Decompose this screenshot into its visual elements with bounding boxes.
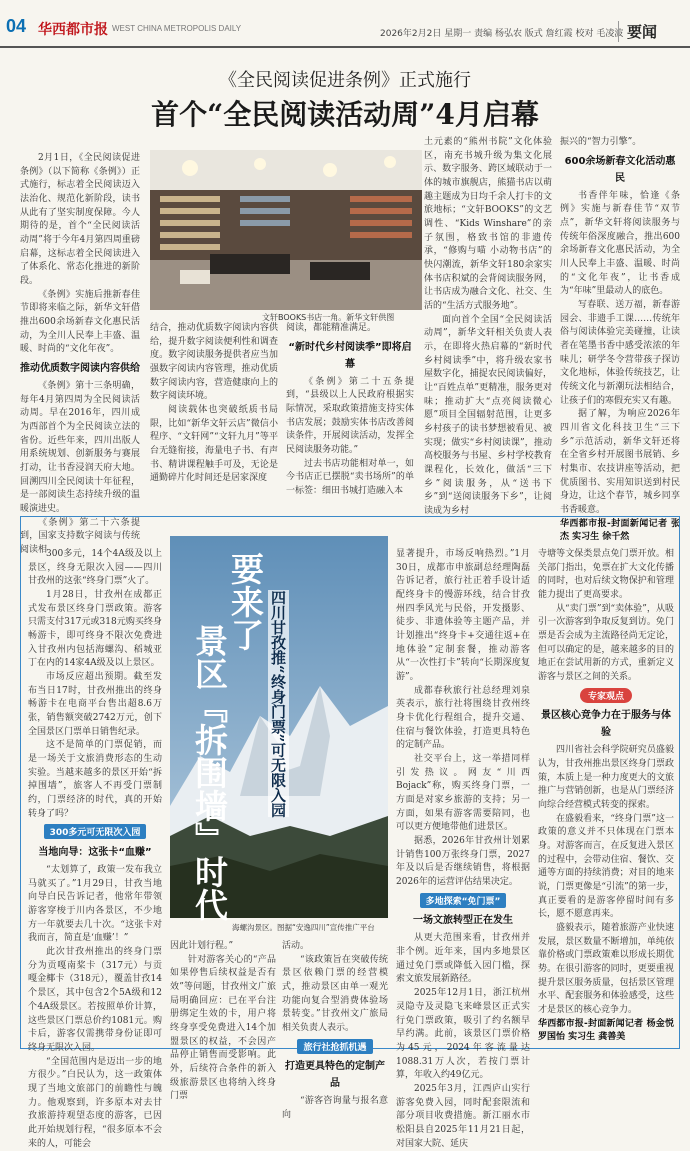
paragraph: 《条例》第二十六条提到，国家支持数字阅读与传统阅读相 <box>20 517 140 556</box>
paragraph: 据了解，为响应2026年四川省文化科技卫生“三下乡”示范活动，新华文轩还将在全省乡村开展图书展销、乡村集市、农技讲座等活动，把优质图书、实用知识送到村民身边，让这个春节，城乡同享书香暖意。 <box>560 409 680 516</box>
paragraph: 面向首个全国“全民阅读活动周”，新华文轩相关负责人表示，在即将火热启幕的“新时代乡村阅读季”中，将升级农家书屋数字化，捕捉农民阅读偏好，让“百姓点单”更精准，服务更对味；推动扩大“点亮阅读微心愿”项目全国辐射范围，让更多乡村孩子的读书梦想被看见、被实现；做实“乡村阅读课”，推动高校服务与书屋、乡村学校教育课程化，长效化，做活“三下乡”阅读服务，从“送书下乡”到“送阅读服务下乡”，让阅读成为乡村 <box>424 314 552 517</box>
paragraph: 书香伴年味，恰逢《条例》实施与新春佳节“双节点”，新华文轩将阅读服务与传统年俗深度融合，推出600余场新春文化惠民活动，为全川人民奉上丰盛、温暖、时尚的“文化年夜”，让书香成为“年味”里最动人的底色。 <box>560 190 680 297</box>
paragraph: 针对游客关心的“产品如果停售后续权益是否有效”等问题，甘孜州文广旅局明确回应：已在平台注册绑定生效的卡，用户将终身享受免费进入14个加盟景区的权益，不会因产品停止销售而受影响。此外，后续符合条件的新入级旅游景区也将纳入终身门票 <box>170 954 276 1102</box>
expert-view-tag: 专家观点 <box>580 688 632 703</box>
paragraph: 市场反应超出预期。截至发布当日17时，甘孜州推出的终身畅游卡在电商平台售出超8.6万张，销售额突破2742万元，创下全国景区门票单日销售纪录。 <box>28 672 162 737</box>
page-header <box>0 0 690 48</box>
section-tag: 300多元可无限次入园 <box>44 824 147 839</box>
byline: 华西都市报-封面新闻记者 张杰 实习生 徐千然 <box>560 518 680 543</box>
article1-column-2 <box>150 322 278 514</box>
paragraph: 因此计划行程。” <box>170 941 234 951</box>
article2-column-3-lower <box>282 940 388 1121</box>
paragraph: 盛毅表示，随着旅游产业快速发展，景区数量不断增加，单纯依靠价格或门票政策难以形成长期优势。在很引游客的同时，更要重视提升景区服务质量，包括景区管理水平、配套服务和体验感受，这些才是景区的核心竞争力。 <box>538 923 674 1016</box>
page-number: 04 <box>6 16 27 36</box>
paragraph: 在盛毅看来，“终身门票”这一政策的意义并不只体现在门票本身。对游客而言，在反复进入景区的过程中，会带动住宿、餐饮、交通等方面的持续消费；对目的地来说，门票更像是“引流”的第一步，真正要看的是游客停留时间有多长，愿不愿意再来。 <box>538 813 674 920</box>
byline: 华西都市报-封面新闻记者 杨金悦 罗国怡 实习生 龚善美 <box>538 1018 674 1043</box>
paragraph: 振兴的“智力引擎”。 <box>560 137 642 147</box>
article1-column-4 <box>424 136 552 517</box>
paragraph: 成都春秋旅行社总经理刘泉英表示，旅行社将围绕甘孜州终身卡优化行程组合，提升交通、住宿与餐饮体验，打造更具特色的定制产品。 <box>396 685 530 751</box>
article-headline: 首个“全民阅读活动周”4月启幕 <box>151 98 539 131</box>
subheading: 推动优质数字阅读内容供给 <box>20 363 140 375</box>
photo-caption: 海螺沟景区。图据“安逸四川”宣传推广平台 <box>232 923 375 932</box>
paragraph: 土元素的“熊州书院”文化体验区，南充书城升级为集文化展示、数字服务、跨区域联动于一体的城市旗舰店，熊猫书店以萌趣主题成为日均千余人打卡的文旅地标；“文轩BOOKS”的文艺调性、“Kids Winshare”的亲子氛围，格致书馆的非遗传承，“修购与喵 小动物书店”的快闪潮流，新华文轩180余家实体书店积斌的会背阅读服务网，让书店成为融合文化、社交、生活的“生活方式服务地”。 <box>424 137 552 312</box>
paragraph: 《条例》第十三条明确，每年4月第四周为全民阅读活动周。早在2016年，四川成为西部首个为全民阅读立法的省份。近些年来，四川出版人用系统规划、创新服务与赛展打动，让书香浸润天府大地。回溯四川全民阅读十年征程，是一部阅读生态持续升级的温暖演进史。 <box>20 381 140 515</box>
paragraph: “该政策旨在突破传统景区依赖门票的经营模式，推动景区由单一观光功能向复合型消费体验场景转变。”甘孜州文广旅局相关负责人表示。 <box>282 954 388 1034</box>
bookstore-photo <box>150 150 422 310</box>
section-label: 要闻 <box>618 21 657 42</box>
paragraph: 阅读，都能精准满足。 <box>286 323 377 333</box>
paragraph: 此次甘孜州推出的终身门票分为贡嘎南桨卡（317元）与贡嘎金椰卡（318元），覆盖甘孜14个景区，其中包含2个5A级和12个4A级景区。若按照单价计算，这些景区门票总价约1081元。购卡后，游客仅需携带身份证即可终身无限次入园。 <box>28 947 162 1053</box>
subheading: 当地向导：这张卡“血赚” <box>38 847 152 859</box>
paragraph: 1月28日，甘孜州在成都正式发布景区终身门票政策。游客只需支付317元或318元购买终身畅游卡，即可终身不限次免费进入甘孜州内包括海螺沟、稻城亚丁在内的14家4A级及以上景区。 <box>28 590 162 669</box>
paragraph: 结合，推动优质数字阅读内容供给，提升数字阅读便利性和调查度。数字阅读服务提供者应当加强数字阅读内容管理，推动优质数字阅读内容，营造健康向上的数字阅读环境。 <box>150 323 278 402</box>
subheading: 600余场新春文化活动惠民 <box>564 155 676 184</box>
paragraph: 2025年12月1日，浙江杭州灵隐寺及灵隐飞来峰景区正式实行免门票政策，吸引了约名额早早约满。此前，该景区门票价格为45元，2024年客流量达1088.31万人次，若按门票计算，年收入约49亿元。 <box>396 988 530 1081</box>
paragraph: 从更大范围来看，甘孜州并非个例。近年来，国内多地景区通过免门票或降低入园门槛，探索文旅发展新路径。 <box>396 933 530 985</box>
paragraph: 这不是简单的门票促销，而是一场关于文旅消费形态的生动实验。当越来越多的景区开始“拆掉围墙”，旅客人不再受门票制约，门票经济的时代，真的开始转身了吗？ <box>28 740 162 819</box>
subheading: 打造更具特色的定制产品 <box>285 1061 385 1090</box>
paragraph: 《条例》实施后推新春佳节即将来临之际，新华文轩借推出600余场新春文化惠民活动，为全川人民奉上丰盛、温暖、时尚的“文化年夜”。 <box>20 289 140 355</box>
article2-column-1 <box>28 548 162 1149</box>
newspaper-name-en: WEST CHINA METROPOLIS DAILY <box>112 24 242 33</box>
paragraph: 写春联、送万福，新春游园会、非遗手工课……传统年俗与阅读体验完美碰撞，让读者在笔墨书香中感受浓浓的年味儿；研学冬令营带孩子探访文化地标，体验传统技艺，让传统文化与新潮玩法相结合，让孩子们的寒假充实又有趣。 <box>560 300 680 406</box>
subheading: 景区核心竞争力在于服务与体验 <box>541 710 671 739</box>
article2-column-2 <box>170 940 276 1102</box>
photo-caption: 文轩BOOKS书店一角。新华文轩供图 <box>262 313 395 322</box>
paragraph: 2025年3月，江西庐山实行游客免费入园，同时配套限流和部分项目收费措施。新江丽水市松阳县自2025年11月21日起，对国家大院、延庆 <box>396 1083 530 1149</box>
paragraph: 过去书店功能相对单一，如今书店正已摆脱“卖书场所”的单一标签：细田书城打造融入本 <box>286 458 414 497</box>
paragraph: 300多元，14个4A级及以上景区，终身无限次入园——四川甘孜州的这张“终身门票”火了。 <box>28 549 162 587</box>
paragraph: “游客咨询量与报名意向 <box>282 1096 388 1121</box>
paragraph: 显著提升，市场反响热烈。”1月30日，成都市申旅副总经理陶磊告诉记者，旅行社正着手设计适配终身卡的慢游环线，结合甘孜州四季风光与民俗，开发摄影、徒步、非遗体验等主题产品，并计划推出“终身卡+交通往返+在地体验”定制套餐，推动游客从“一次性打卡”转向“长期深度复游”。 <box>396 549 530 683</box>
newspaper-logo: 华西都市报 <box>38 22 108 38</box>
subheading: “新时代乡村阅读季”即将启幕 <box>288 341 412 370</box>
feature-subtitle: 四川甘孜推“终身门票”可无限入园 <box>269 590 287 818</box>
article1-column-1 <box>20 152 140 556</box>
paragraph: 活动。 <box>282 941 310 951</box>
paragraph: 阅读载体也突破纸质书局限，比如“新华文轩云店”微信小程序、“文轩网”“文轩九月”等平台无缝衔接，海量电子书、有声书、精讲课程触手可及，无论是通勤碎片化时间还是居家深度 <box>150 405 278 484</box>
paragraph: 《条例》第二十五条提到，“县级以上人民政府根据实际情况，采取政策措施支持实体书店发展；鼓励实体书店改善阅读条件，开展阅读活动，发挥全民阅读服务功能。” <box>286 376 414 456</box>
paragraph: 寺塘等文保类景点免门票开放。相关部门指出，免票在扩大文化传播的同时，也对后续文物保护和管理能力提出了更高要求。 <box>538 549 674 601</box>
article2-column-3 <box>396 548 530 1149</box>
subheading: 一场文旅转型正在发生 <box>413 915 513 927</box>
edition-meta: 2026年2月2日 星期一 责编 杨弘农 版式 詹红霞 校对 毛凌波 <box>380 29 624 39</box>
paragraph: 社交平台上，这一举措同样引发热议。网友“川西Bojack”称，购买终身门票，一方面是对家乡旅游的支持；另一方面，如果有游客需要陪同，也可以更方便地带他们进景区。 <box>396 754 530 833</box>
paragraph: “太划算了，政策一发布我立马就买了。”1月29日，甘孜当地向导白民告诉记者，他常年带领游客穿梭于川内各景区，不少地方一年就要去几十次。“这张卡对我而言，简直是‘血赚’！” <box>28 865 162 944</box>
paragraph: 四川省社会科学院研究员盛毅认为，甘孜州推出景区终身门票政策，本质上是一种力度更大的文旅推广与营销创新，也是从门票经济向综合经营模式转变的探索。 <box>538 745 674 811</box>
paragraph: 2月1日，《全民阅读促进条例》（以下简称《条例》）正式施行，标志着全民阅读迈入法治化、规范化新阶段，读书从此有了坚实制度保障。今人期待的是，首个“全民阅读活动周”将于今年4月第四周重磅启幕，这标志着全民阅读进入了体系化、常态化推进的新阶段。 <box>20 153 140 287</box>
paragraph: 据悉，2026年甘孜州计划累计销售100万张终身门票，2027年及以后是否继续销售，将根据2026年的运营评估结果决定。 <box>396 836 530 888</box>
article2-column-4 <box>538 548 674 1043</box>
section-tag: 旅行社抢抓机遇 <box>297 1039 372 1054</box>
section-tag: 多地探索“免门票” <box>420 893 507 908</box>
paragraph: “全国范围内是迈出一步的地方很少。”白民认为，这一政策体现了当地文旅部门的前瞻性与魄力。他观察到，许多原本对去甘孜旅游持观望态度的游客，已因此开始规划行程，“很多原本不会来的人，可能会 <box>28 1056 162 1149</box>
article-kicker: 《全民阅读促进条例》正式施行 <box>219 70 471 91</box>
feature-title-main: 景区『拆围墙』时代 <box>190 624 229 921</box>
feature-title-top: 要来了 <box>226 552 265 651</box>
article1-column-5 <box>560 136 680 543</box>
article1-column-3 <box>286 322 414 514</box>
paragraph: 从“卖门票”到“卖体验”，从吸引一次游客到争取反复到访。免门票是否会成为主流路径尚无定论，但可以确定的是，越来越多的目的地正在尝试用新的方式，重新定义游客与景区之间的关系。 <box>538 603 674 683</box>
